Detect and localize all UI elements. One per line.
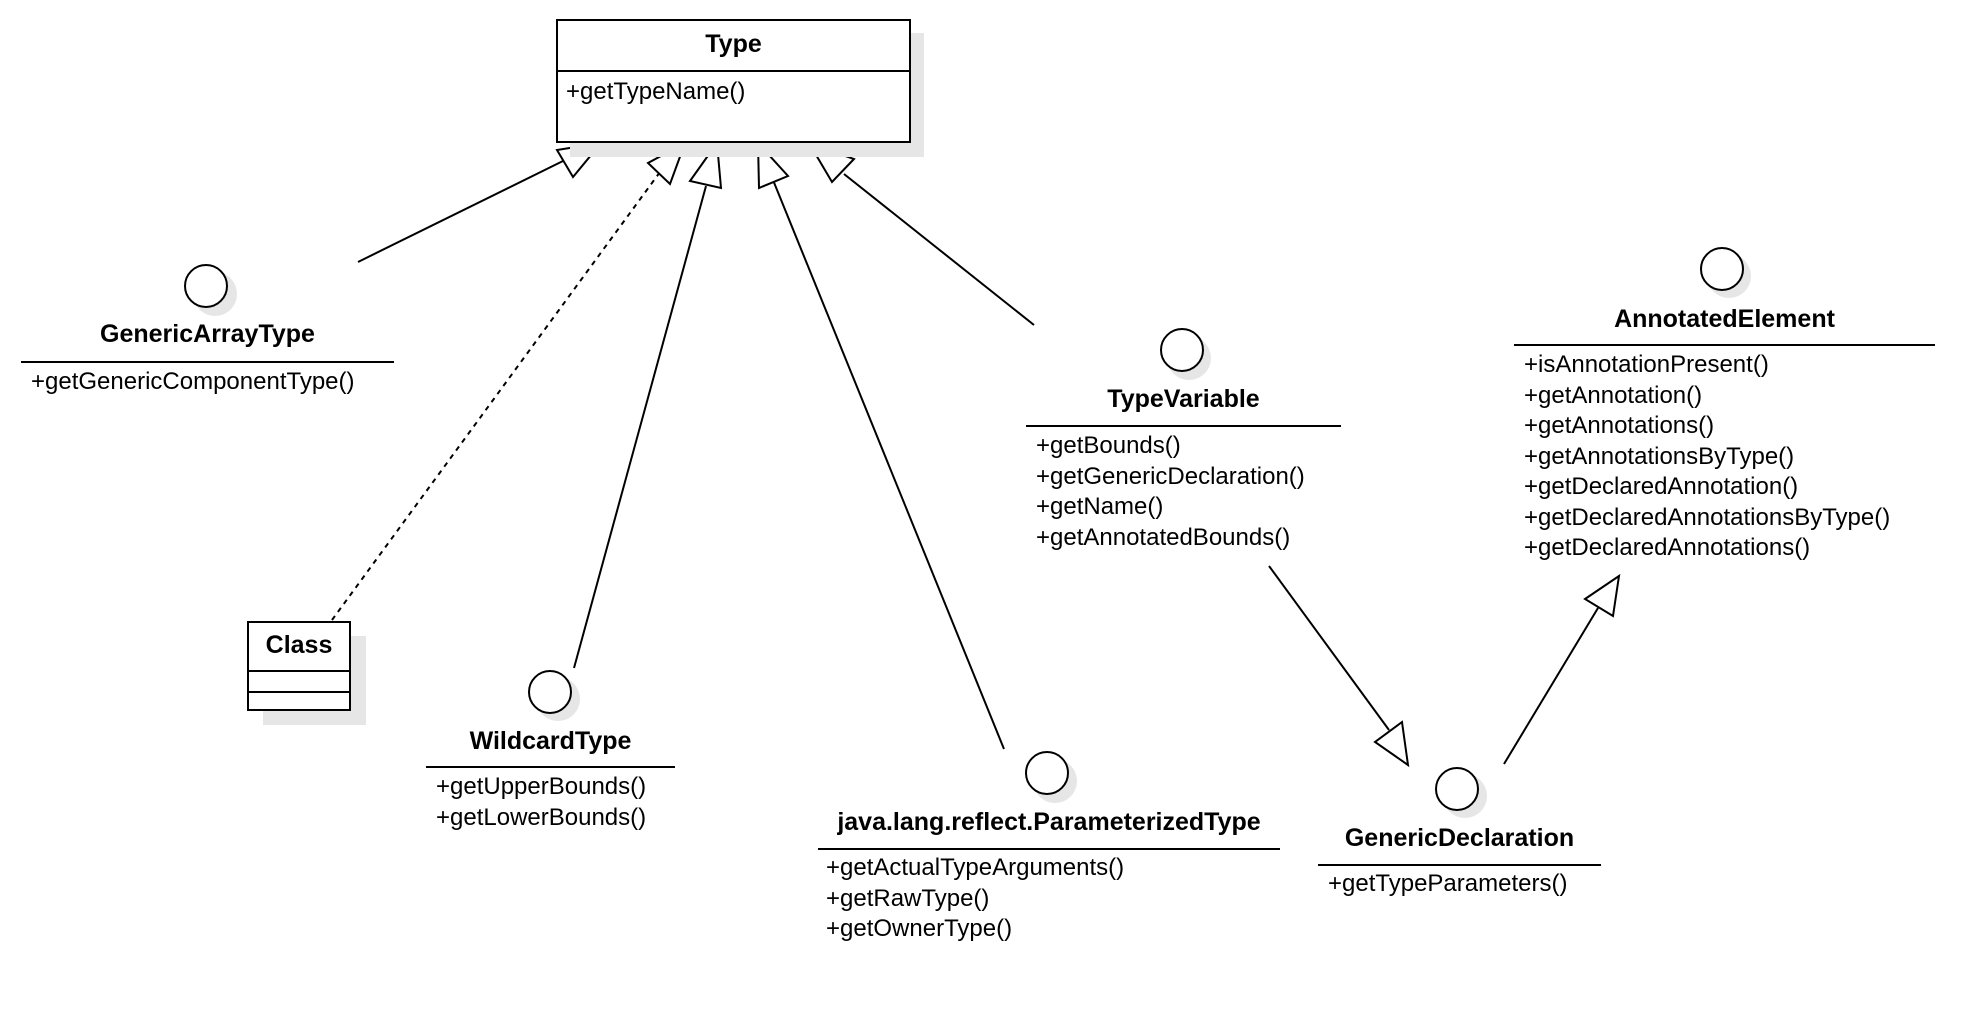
generic-array-type-methods (31, 367, 355, 398)
relation-generic-declaration-to-annotated-element (1504, 608, 1598, 764)
class-node-title: Class (265, 631, 333, 659)
annotated-element-rule (1514, 344, 1935, 346)
relation-class-to-type (332, 172, 660, 620)
method-item: +getUpperBounds() (436, 773, 647, 800)
relation-generic-array-type-to-type (358, 160, 565, 262)
generic-array-type-title: GenericArrayType (100, 320, 315, 348)
generic-array-type-rule (21, 361, 394, 363)
method-item: +getLowerBounds() (436, 803, 647, 831)
method-item: +getRawType() (826, 884, 990, 912)
method-item: +getGenericComponentType() (31, 368, 355, 395)
relation-type-variable-to-type (844, 174, 1034, 325)
method-item: +getAnnotation() (1524, 381, 1703, 409)
interface-circle-icon (1160, 328, 1204, 372)
type-class-divider (556, 70, 911, 72)
method-item: +getDeclaredAnnotations() (1524, 534, 1811, 561)
method-item: +getDeclaredAnnotation() (1524, 473, 1799, 500)
annotated-element-methods (1524, 350, 1890, 564)
relation-type-variable-to-generic-declaration (1269, 566, 1389, 730)
interface-circle-icon (1700, 247, 1744, 291)
generalization-arrowhead (1375, 722, 1408, 765)
interface-circle-icon (1025, 751, 1069, 795)
wildcard-type-methods (436, 772, 646, 833)
parameterized-type-rule (818, 848, 1280, 850)
wildcard-type-rule (426, 766, 675, 768)
type-variable-title: TypeVariable (1107, 385, 1260, 413)
parameterized-type-methods (826, 853, 1124, 945)
method-item: +getDeclaredAnnotationsByType() (1524, 503, 1891, 531)
relation-parameterized-type-to-type (773, 180, 1004, 749)
relation-wildcard-type-to-type (574, 186, 706, 668)
interface-circle-icon (1435, 767, 1479, 811)
method-item: +getAnnotations() (1524, 412, 1715, 439)
method-item: +getAnnotatedBounds() (1036, 523, 1291, 551)
method-item: +getActualTypeArguments() (826, 854, 1125, 881)
generalization-arrowhead (1585, 576, 1619, 616)
annotated-element-title: AnnotatedElement (1614, 305, 1835, 333)
interface-circle-icon (184, 264, 228, 308)
type-class-methods (566, 77, 745, 108)
method-item: +getBounds() (1036, 432, 1181, 459)
wildcard-type-title: WildcardType (469, 727, 632, 755)
type-variable-methods (1036, 431, 1305, 553)
class-node-divider (247, 691, 351, 693)
type-variable-rule (1026, 425, 1341, 427)
generic-declaration-title: GenericDeclaration (1344, 824, 1575, 852)
method-item: +getOwnerType() (826, 915, 1013, 942)
method-item: +getTypeName() (566, 78, 746, 105)
method-item: +isAnnotationPresent() (1524, 351, 1769, 378)
method-item: +getName() (1036, 493, 1164, 520)
class-node-divider (247, 670, 351, 672)
generic-declaration-rule (1318, 864, 1601, 866)
method-item: +getAnnotationsByType() (1524, 442, 1795, 470)
interface-circle-icon (528, 670, 572, 714)
type-class-title: Type (705, 30, 762, 58)
parameterized-type-title: java.lang.reflect.ParameterizedType (837, 808, 1261, 836)
method-item: +getGenericDeclaration() (1036, 462, 1305, 490)
method-item: +getTypeParameters() (1328, 870, 1568, 897)
generic-declaration-methods (1328, 869, 1567, 900)
